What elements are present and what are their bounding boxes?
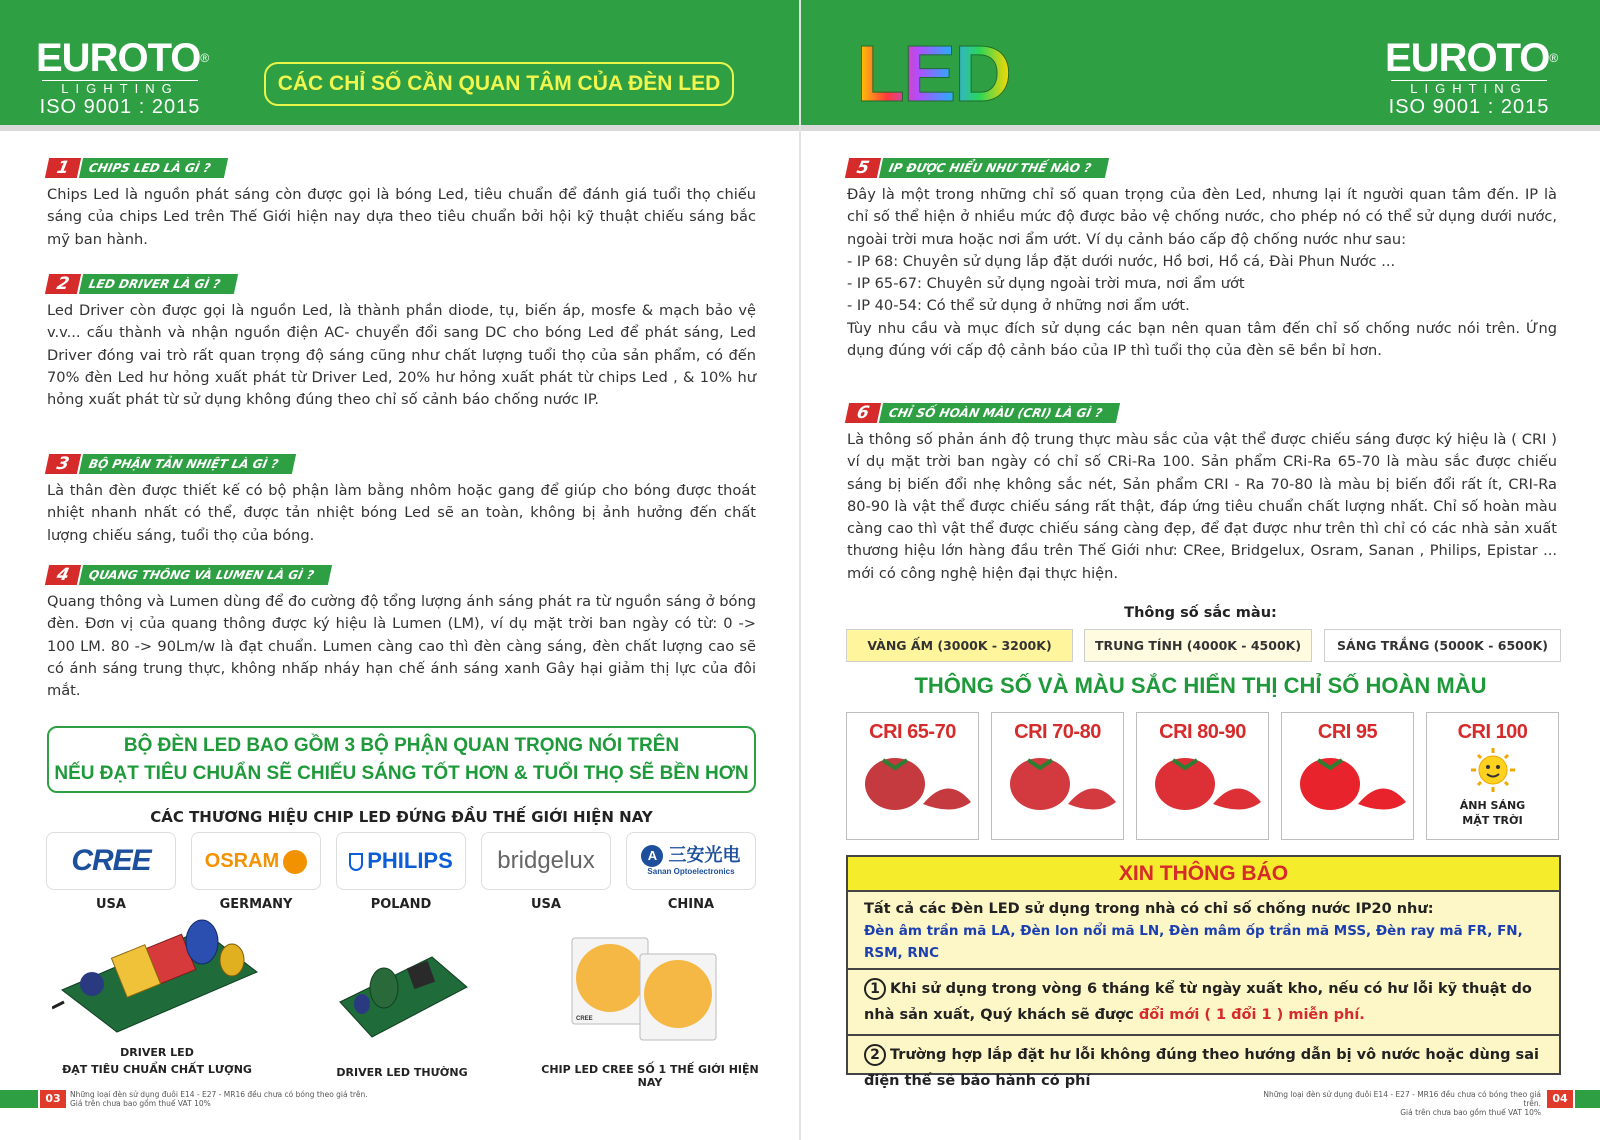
brand-card-philips <box>336 832 466 890</box>
sun-icon <box>1463 746 1523 794</box>
footnote <box>1261 1090 1541 1117</box>
notice-item-text: Trường hợp lắp đặt hư lỗi không đúng theo hướng dẫn bị vô nước hoặc dùng sai điện thế sẽ bảo hành có phí <box>864 1047 1539 1089</box>
section-number: 3 <box>45 454 81 474</box>
ip-paragraph: Đây là một trong những chỉ số quan trọng của đèn Led, nhưng lại ít người quan tâm đến. IP là chỉ số thể hiện ở nhiều mức độ được bảo vệ chống nước, cho phép nó có thể sử dụng dưới nước, ngoài trời mưa hoặc nơi ẩm ướt. Ví dụ cảnh báo cấp độ chống nước như sau: <box>847 186 1557 248</box>
footnote <box>70 1090 368 1108</box>
led-title: LED <box>856 29 1010 118</box>
section-1 <box>47 158 756 251</box>
notice-box <box>846 855 1561 1089</box>
tone-cool: SÁNG TRẮNG (5000K - 6500K) <box>1324 629 1561 662</box>
brand-logo-text: 三安光电 <box>668 845 741 865</box>
footnote-line: Những loại đèn sử dụng đuôi E14 - E27 - MR16 đều chưa có bóng theo giá trên. <box>70 1090 368 1099</box>
brand-country: CHINA <box>667 897 715 912</box>
osram-bulb-icon <box>283 850 307 874</box>
driver-good-caption-1: DRIVER LED <box>120 1046 194 1059</box>
section-text: Quang thông và Lumen dùng để đo cường độ tổng lượng ánh sáng phát ra từ nguồn sáng ở bóng đèn. Đơn vị của quang thông được ký hiệu là Lumen (LM), ví dụ mặt trời ban ngày có từ: 0 -> 100 LM. 80 -> 90Lm/w là đạt chuẩn. Lumen càng cao thì đèn càng sáng, đèn chất lượng cao sẽ có ánh sáng trung thực, không nhấp nháy hạn chế ánh sáng xanh Gây hại giảm thị lực của đôi mắt. <box>47 593 756 700</box>
brand-logo-subtext: Sanan Optoelectronics <box>647 867 735 877</box>
brand-sub: LIGHTING <box>1391 80 1547 96</box>
cri-card <box>991 712 1124 840</box>
left-page <box>0 0 799 1140</box>
cri-label: CRI 70-80 <box>1014 721 1101 743</box>
footnote-line: Giá trên chưa bao gồm thuế VAT 10% <box>1400 1108 1541 1117</box>
chip-led-cree-image <box>570 932 730 1047</box>
section-text <box>847 184 1557 362</box>
number-circle-icon: 2 <box>864 1044 886 1066</box>
section-title: LED DRIVER LÀ GÌ ? <box>79 274 238 294</box>
notice-item-emphasis: đổi mới ( 1 đổi 1 ) miễn phí. <box>1138 1007 1365 1023</box>
brand-country: USA <box>96 897 126 912</box>
ip-paragraph: Tùy nhu cầu và mục đích sử dụng các bạn nên quan tâm đến chỉ số chống nước nói trên. Ứng dụng đúng với cấp độ cảnh báo của IP thì tuổi thọ của đèn sẽ bền bỉ hơn. <box>847 319 1557 360</box>
driver-good-caption-2: ĐẠT TIÊU CHUẨN CHẤT LƯỢNG <box>62 1063 252 1076</box>
notice-products: Đèn âm trần mã LA, Đèn lon nổi mã LN, Đèn mâm ốp trần mã MSS, Đèn ray mã FR, FN, RSM, RNC <box>864 923 1523 961</box>
section-text: Chips Led là nguồn phát sáng còn được gọi là bóng Led, tiêu chuẩn để đánh giá tuổi thọ chiếu sáng của chips Led trên Thế Giới hiện nay dựa theo tiêu chuẩn bởi hội kỹ thuật chiếu sáng bắc mỹ ban hành. <box>47 186 756 248</box>
cri-label: CRI 65-70 <box>869 721 956 743</box>
cri-label: CRI 80-90 <box>1159 721 1246 743</box>
header-band <box>0 0 799 131</box>
tone-neutral: TRUNG TÍNH (4000K - 4500K) <box>1084 629 1312 662</box>
brand-logo <box>36 36 209 118</box>
cri-card <box>846 712 979 840</box>
brand-name: EUROTO <box>1385 36 1550 80</box>
brand-logo-text: bridgelux <box>497 847 595 874</box>
section-6 <box>847 403 1557 585</box>
cri-label: CRI 95 <box>1317 721 1378 743</box>
number-circle-icon: 1 <box>864 978 886 1000</box>
section-text: Là thông số phản ánh độ trung thực màu sắc của vật thể được chiếu sáng được ký hiệu là ( CRI ) ví dụ mặt trời ban ngày có chỉ số CRi-Ra 100. Sản phẩm CRi-Ra 65-70 là màu sắc được chiếu sáng bị biến đổi nhẹ không sắc nét, Sản phẩm CRI - Ra 70-80 là màu bị biến đổi rất ít, CRI-Ra 80-90 là vật thể được chiếu sáng rất thật, đáp ứng tiêu chuẩn chất lượng nhất. Chỉ số hoàn màu càng cao thì vật thể được chiếu sáng càng đẹp, để đạt được như trên thì chỉ có các nhà sản xuất thương hiệu lớn hàng đầu trên Thế Giới như: CRee, Bridgelux, Osram, Sanan , Philips, Epistar ... mới có công nghệ hiện đại thực hiện. <box>847 431 1557 582</box>
chip-caption: CHIP LED CREE SỐ 1 THẾ GIỚI HIỆN NAY <box>541 1063 759 1089</box>
highlight-box <box>47 726 756 793</box>
page-title: CÁC CHỈ SỐ CẦN QUAN TÂM CỦA ĐÈN LED <box>264 62 734 106</box>
section-title: IP ĐƯỢC HIỂU NHƯ THẾ NÀO ? <box>879 158 1109 178</box>
ip-line: - IP 40-54: Có thể sử dụng ở những nơi ẩm ướt. <box>847 297 1190 315</box>
brands-title: CÁC THƯƠNG HIỆU CHIP LED ĐỨNG ĐẦU THẾ GIỚI HIỆN NAY <box>150 808 653 826</box>
brand-logo-text: PHILIPS <box>367 848 453 873</box>
section-number: 2 <box>45 274 81 294</box>
section-title: CHIPS LED LÀ GÌ ? <box>79 158 229 178</box>
registered-mark: ® <box>1549 51 1558 65</box>
brand-card-cree <box>46 832 176 890</box>
footer-bar <box>0 1090 38 1108</box>
section-number: 6 <box>845 403 881 423</box>
brand-card-sanan <box>626 832 756 890</box>
section-title: BỘ PHẬN TẢN NHIỆT LÀ GÌ ? <box>79 454 297 474</box>
driver-led-good-image <box>52 912 262 1037</box>
brand-logo-text: CREE <box>71 844 151 877</box>
cri-card <box>1426 712 1559 840</box>
section-number: 4 <box>45 565 81 585</box>
driver-normal-caption: DRIVER LED THƯỜNG <box>336 1066 468 1079</box>
notice-line: Tất cả các Đèn LED sử dụng trong nhà có chỉ số chống nước IP20 như: <box>864 901 1434 917</box>
brand-logo-text: OSRAM <box>204 850 280 872</box>
section-text: Led Driver còn được gọi là nguồn Led, là thành phần diode, tụ, biến áp, mosfe & mạch bảo vệ v.v... cấu thành và nhận nguồn điện AC- chuyển đổi sang DC cho bóng Led để phát sáng, Led Driver đóng vai trò rất quan trọng độ sáng cũng như chất lượng tuổi thọ của sản phẩm, có đến 70% đèn Led hư hỏng xuất phát từ Driver Led, 20% hư hỏng xuất phát từ chips Led , & 10% hư hỏng xuất phát từ sử dụng không đúng theo chỉ số cảnh báo chống nước IP. <box>47 302 756 409</box>
footnote-line: Những loại đèn sử dụng đuôi E14 - E27 - MR16 đều chưa có bóng theo giá trên. <box>1263 1090 1541 1108</box>
right-page <box>801 0 1600 1140</box>
brand-iso: ISO 9001 : 2015 <box>1388 96 1550 118</box>
brand-iso: ISO 9001 : 2015 <box>39 96 201 118</box>
cri-card <box>1136 712 1269 840</box>
page-number: 03 <box>40 1090 66 1108</box>
cri-title: THÔNG SỐ VÀ MÀU SẮC HIỂN THỊ CHỈ SỐ HOÀN MÀU <box>914 673 1487 698</box>
notice-item-text: Khi sử dụng trong vòng 6 tháng kể từ ngày xuất kho, nếu có hư lỗi kỹ thuật do nhà sản xuất, Quý khách sẽ được <box>864 981 1532 1023</box>
section-title: QUANG THÔNG VÀ LUMEN LÀ GÌ ? <box>79 565 332 585</box>
highlight-line: NẾU ĐẠT TIÊU CHUẨN SẼ CHIẾU SÁNG TỐT HƠN & TUỔI THỌ SẼ BỀN HƠN <box>54 763 749 784</box>
notice-item-1 <box>848 970 1559 1036</box>
section-title: CHỈ SỐ HOÀN MÀU (CRI) LÀ GÌ ? <box>879 403 1120 423</box>
page-number: 04 <box>1547 1090 1573 1108</box>
footer-bar <box>1575 1090 1600 1108</box>
brand-country: POLAND <box>370 897 432 912</box>
ip-line: - IP 65-67: Chuyên sử dụng ngoài trời mưa, nơi ẩm ướt <box>847 275 1245 293</box>
chip-mark: CREE <box>576 1016 593 1022</box>
section-4 <box>47 565 756 702</box>
brand-card-bridgelux <box>481 832 611 890</box>
highlight-line: BỘ ĐÈN LED BAO GỒM 3 BỘ PHẬN QUAN TRỌNG NÓI TRÊN <box>123 735 680 756</box>
cri-label: CRI 100 <box>1457 721 1528 743</box>
ip-line: - IP 68: Chuyên sử dụng lắp đặt dưới nước, Hồ bơi, Hồ cá, Đài Phun Nước ... <box>847 252 1396 270</box>
strawberry-icon <box>998 744 1118 824</box>
tone-warm: VÀNG ẤM (3000K - 3200K) <box>846 629 1073 662</box>
section-number: 1 <box>45 158 81 178</box>
brand-country: USA <box>531 897 561 912</box>
brand-card-osram <box>191 832 321 890</box>
section-3 <box>47 454 756 547</box>
sun-caption-2: MẶT TRỜI <box>1462 814 1523 827</box>
brand-logo <box>1385 36 1558 118</box>
driver-led-normal-image <box>332 942 472 1052</box>
section-number: 5 <box>845 158 881 178</box>
strawberry-icon <box>1143 744 1263 824</box>
sanan-a-icon: A <box>641 845 663 867</box>
section-2 <box>47 274 756 411</box>
registered-mark: ® <box>200 51 209 65</box>
footnote-line: Giá trên chưa bao gồm thuế VAT 10% <box>70 1099 211 1108</box>
section-text: Là thân đèn được thiết kế có bộ phận làm bằng nhôm hoặc gang để giúp cho bóng được thoát nhiệt nhanh nhất có thể, được tản nhiệt bóng Led sẽ an toàn, không bị ảnh hưởng đến chất lượng chiếu sáng, tuổi thọ của bóng. <box>47 482 756 544</box>
strawberry-icon <box>1288 744 1408 824</box>
sun-caption-1: ÁNH SÁNG <box>1459 799 1526 812</box>
brand-name: EUROTO <box>36 36 201 80</box>
notice-title: XIN THÔNG BÁO <box>848 857 1559 892</box>
section-5 <box>847 158 1557 362</box>
cri-card <box>1281 712 1414 840</box>
tone-title: Thông số sắc màu: <box>1124 605 1277 621</box>
brand-country: GERMANY <box>219 897 293 912</box>
header-band <box>801 0 1600 131</box>
strawberry-icon <box>853 744 973 824</box>
notice-intro <box>848 892 1559 970</box>
brand-sub: LIGHTING <box>42 80 198 96</box>
philips-shield-icon <box>349 853 363 871</box>
